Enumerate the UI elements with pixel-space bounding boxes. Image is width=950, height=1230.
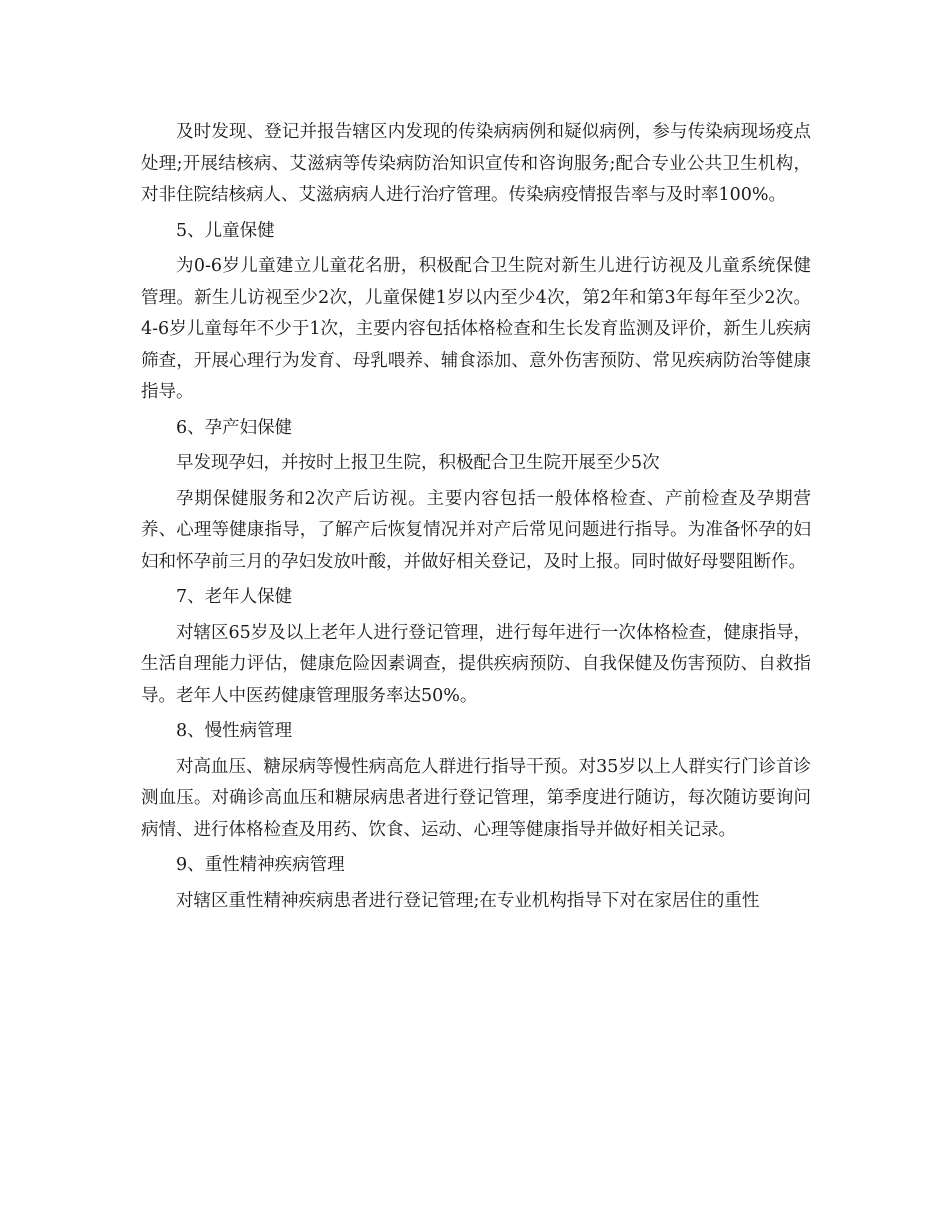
heading-mental-illness: 9、重性精神疾病管理 bbox=[176, 855, 345, 875]
paragraph-maternal-health-2: 孕期保健服务和2次产后访视。主要内容包括一般体格检查、产前检查及孕期营养、心理等健康指导，了解产后恢复情况并对产后常见问题进行指导。为准备怀孕的妇妇和怀孕前三月的孕妇发放叶酸，并做好相关登记，及时上报。同时做好母婴阻断作。 bbox=[141, 488, 811, 572]
paragraph-child-health: 为0-6岁儿童建立儿童花名册，积极配合卫生院对新生儿进行访视及儿童系统保健管理。新生儿访视至少2次，儿童保健1岁以内至少4次，第2年和第3年每年至少2次。4-6岁儿童每年不少于1次，主要内容包括体格检查和生长发育监测及评价，新生儿疾病筛查，开展心理行为发育、母乳喂养、辅食添加、意外伤害预防、常见疾病防治等健康指导。 bbox=[141, 256, 811, 402]
heading-elderly-health: 7、老年人保健 bbox=[176, 587, 293, 607]
paragraph-chronic-disease: 对高血压、糖尿病等慢性病高危人群进行指导干预。对35岁以上人群实行门诊首诊测血压。对确诊高血压和糖尿病患者进行登记管理，第季度进行随访，每次随访要询问病情、进行体格检查及用药、饮食、运动、心理等健康指导并做好相关记录。 bbox=[141, 756, 811, 840]
heading-maternal-health: 6、孕产妇保健 bbox=[176, 417, 293, 438]
paragraph-maternal-health-1: 早发现孕妇，并按时上报卫生院，积极配合卫生院开展至少5次 bbox=[176, 453, 660, 473]
paragraph-infectious-disease: 及时发现、登记并报告辖区内发现的传染病病例和疑似病例，参与传染病现场疫点处理;开展结核病、艾滋病等传染病防治知识宣传和咨询服务;配合专业公共卫生机构，对非住院结核病人、艾滋病病人进行治疗管理。传染病疫情报告率与及时率100%。 bbox=[141, 122, 811, 205]
heading-child-health: 5、儿童保健 bbox=[176, 220, 275, 241]
paragraph-elderly-health: 对辖区65岁及以上老年人进行登记管理，进行每年进行一次体格检查，健康指导，生活自理能力评估，健康危险因素调查，提供疾病预防、自我保健及伤害预防、自救指导。老年人中医药健康管理服务率达50%。 bbox=[141, 622, 811, 706]
paragraph-mental-illness: 对辖区重性精神疾病患者进行登记管理;在专业机构指导下对在家居住的重性 bbox=[176, 890, 760, 911]
heading-chronic-disease: 8、慢性病管理 bbox=[176, 721, 293, 741]
document-page bbox=[141, 117, 811, 917]
